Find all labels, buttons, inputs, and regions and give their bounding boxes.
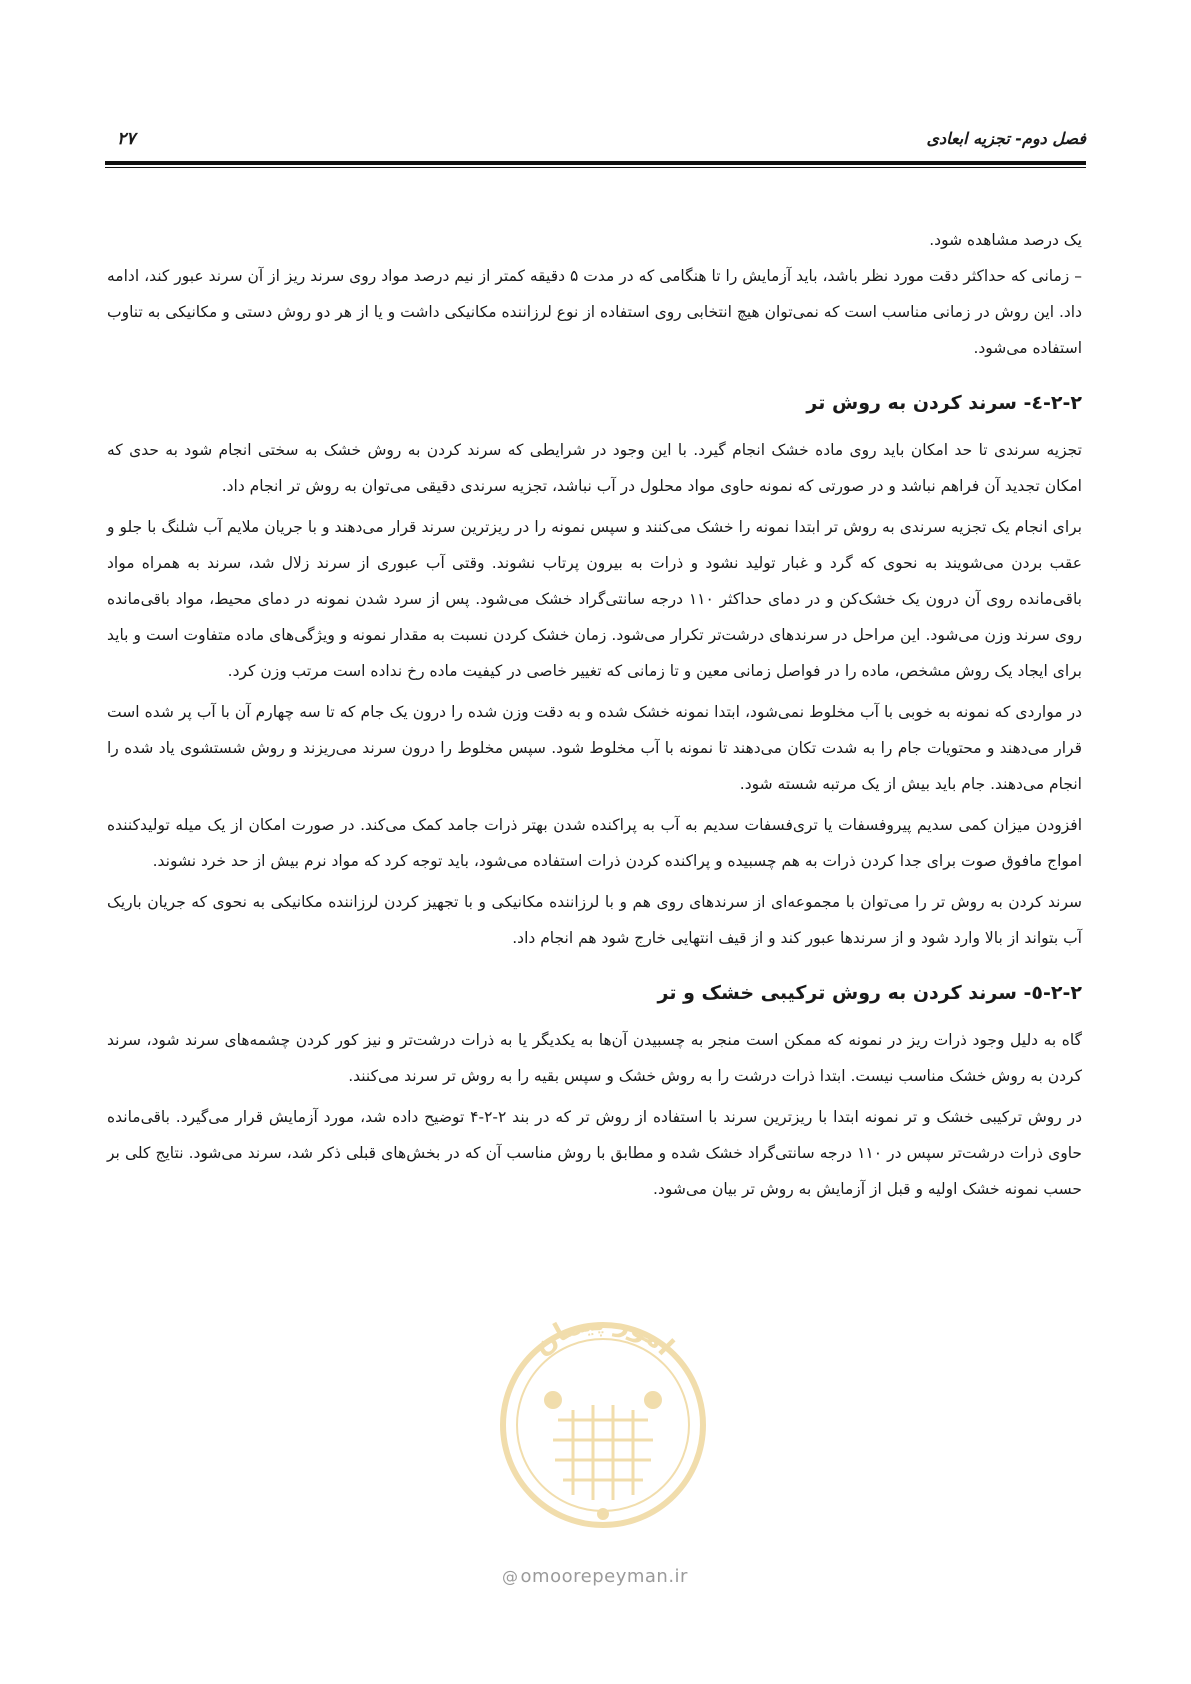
page-content xyxy=(107,222,1082,1207)
svg-text:امور پیمان xyxy=(528,1307,680,1362)
page-number: ۲۷ xyxy=(117,129,136,149)
paragraph: در روش ترکیبی خشک و تر نمونه ابتدا با ریزترین سرند با استفاده از روش تر که در بند ۲-۲-۴ توضیح داده شد، مورد آزمایش قرار می‌گیرد. باقی‌مانده حاوی ذرات درشت‌تر سپس در ۱۱۰ درجه سانتی‌گراد خشک شده و مطابق با روش مناسب آن که در بخش‌های قبلی ذکر شد، سرند می‌شود. نتایج کلی بر حسب نمونه خشک اولیه و قبل از آزمایش به روش تر بیان می‌شود. xyxy=(107,1108,1083,1198)
paragraph: در مواردی که نمونه به خوبی با آب مخلوط نمی‌شود، ابتدا نمونه خشک شده و به دقت وزن شده را درون یک جام که تا سه چهارم آن با آب پر شده است قرار می‌دهند و محتویات جام را به شدت تکان می‌دهند تا نمونه با آب مخلوط شود. سپس مخلوط را درون سرند می‌ریزند و روش شستشوی یاد شده را انجام می‌دهند. جام باید بیش از یک مرتبه شسته شود. xyxy=(107,703,1082,793)
section-heading-wet-sieving: ۲-۲-٤- سرند کردن به روش تر xyxy=(806,392,1082,414)
paragraph: گاه به دلیل وجود ذرات ریز در نمونه که ممکن است منجر به چسبیدن آن‌ها به یکدیگر یا به ذرات درشت‌تر و نیز کور کردن چشمه‌های سرند شود، سرند کردن به روش خشک مناسب نیست. ابتدا ذرات درشت را به روش خشک و سپس بقیه را به روش تر سرند می‌کنند. xyxy=(107,1031,1082,1085)
paragraph: – زمانی که حداکثر دقت مورد نظر باشد، باید آزمایش را تا هنگامی که در مدت ۵ دقیقه کمتر از نیم درصد مواد روی سرند ریز از آن سرند عبور کند، ادامه داد. این روش در زمانی مناسب است که نمی‌توان هیچ انتخابی روی استفاده از نوع لرزاننده مکانیکی داشت و یا از هر دو روش دستی و مکانیکی به تناوب استفاده می‌شود. xyxy=(107,267,1082,357)
paragraph: سرند کردن به روش تر را می‌توان با مجموعه‌ای از سرندهای روی هم و با لرزاننده مکانیکی و با تجهیز کردن لرزاننده مکانیکی به نحوی که جریان باریک آب بتواند از بالا وارد شود و از سرندها عبور کند و از قیف انتهایی خارج شود هم انجام داد. xyxy=(107,893,1082,947)
paragraph: افزودن میزان کمی سدیم پیروفسفات یا تری‌فسفات سدیم به آب به پراکنده شدن بهتر ذرات جامد کمک می‌کند. در صورت امکان از یک میله تولیدکننده امواج مافوق صوت برای جدا کردن ذرات به هم چسبیده و پراکنده کردن ذرات استفاده می‌شود، باید توجه کرد که مواد نرم بیش از حد خرد نشوند. xyxy=(107,816,1082,870)
watermark-url-text: omoorepeyman.ir xyxy=(520,1566,688,1587)
header-rule-thin xyxy=(105,167,1086,168)
paragraph: تجزیه سرندی تا حد امکان باید روی ماده خشک انجام گیرد. با این وجود در شرایطی که سرند کردن به روش خشک به سختی انجام شود به حدی که امکان تجدید آن فراهم نباشد و در صورتی که نمونه حاوی مواد محلول در آب نباشد، تجزیه سرندی دقیقی می‌توان به روش تر انجام داد. xyxy=(107,441,1082,495)
watermark-logo xyxy=(483,1300,723,1540)
watermark-url xyxy=(480,1566,710,1587)
header-rule xyxy=(105,161,1086,165)
at-icon: @ xyxy=(502,1567,519,1586)
section-heading-combined-sieving: ۲-۲-٥- سرند کردن به روش ترکیبی خشک و تر xyxy=(657,982,1082,1004)
chapter-title: فصل دوم- تجزیه ابعادی xyxy=(926,129,1086,148)
paragraph: یک درصد مشاهده شود. xyxy=(929,231,1082,249)
paragraph: برای انجام یک تجزیه سرندی به روش تر ابتدا نمونه را خشک می‌کنند و سپس نمونه را در ریزترین سرند قرار می‌دهند و با جریان ملایم آب شلنگ با جلو و عقب بردن می‌شویند به نحوی که گرد و غبار تولید نشود و ذرات به بیرون پرتاب نشوند. وقتی آب عبوری از سرند زلال شد، سرند به همراه مواد باقی‌مانده روی آن درون یک خشک‌کن و در دمای حداکثر ۱۱۰ درجه سانتی‌گراد خشک می‌شود. پس از سرد شدن نمونه در دمای محیط، مواد باقی‌مانده روی سرند وزن می‌شود. این مراحل در سرندهای درشت‌تر تکرار می‌شود. زمان خشک کردن نسبت به مقدار نمونه و ویژگی‌های ماده متفاوت است و باید برای ایجاد یک روش مشخص، ماده را در فواصل زمانی معین و تا زمانی که تغییر خاصی در کیفیت ماده رخ نداده است مرتب وزن کرد. xyxy=(107,518,1082,680)
page-header xyxy=(105,128,1086,166)
watermark-logo-text: امور پیمان xyxy=(527,1306,680,1362)
